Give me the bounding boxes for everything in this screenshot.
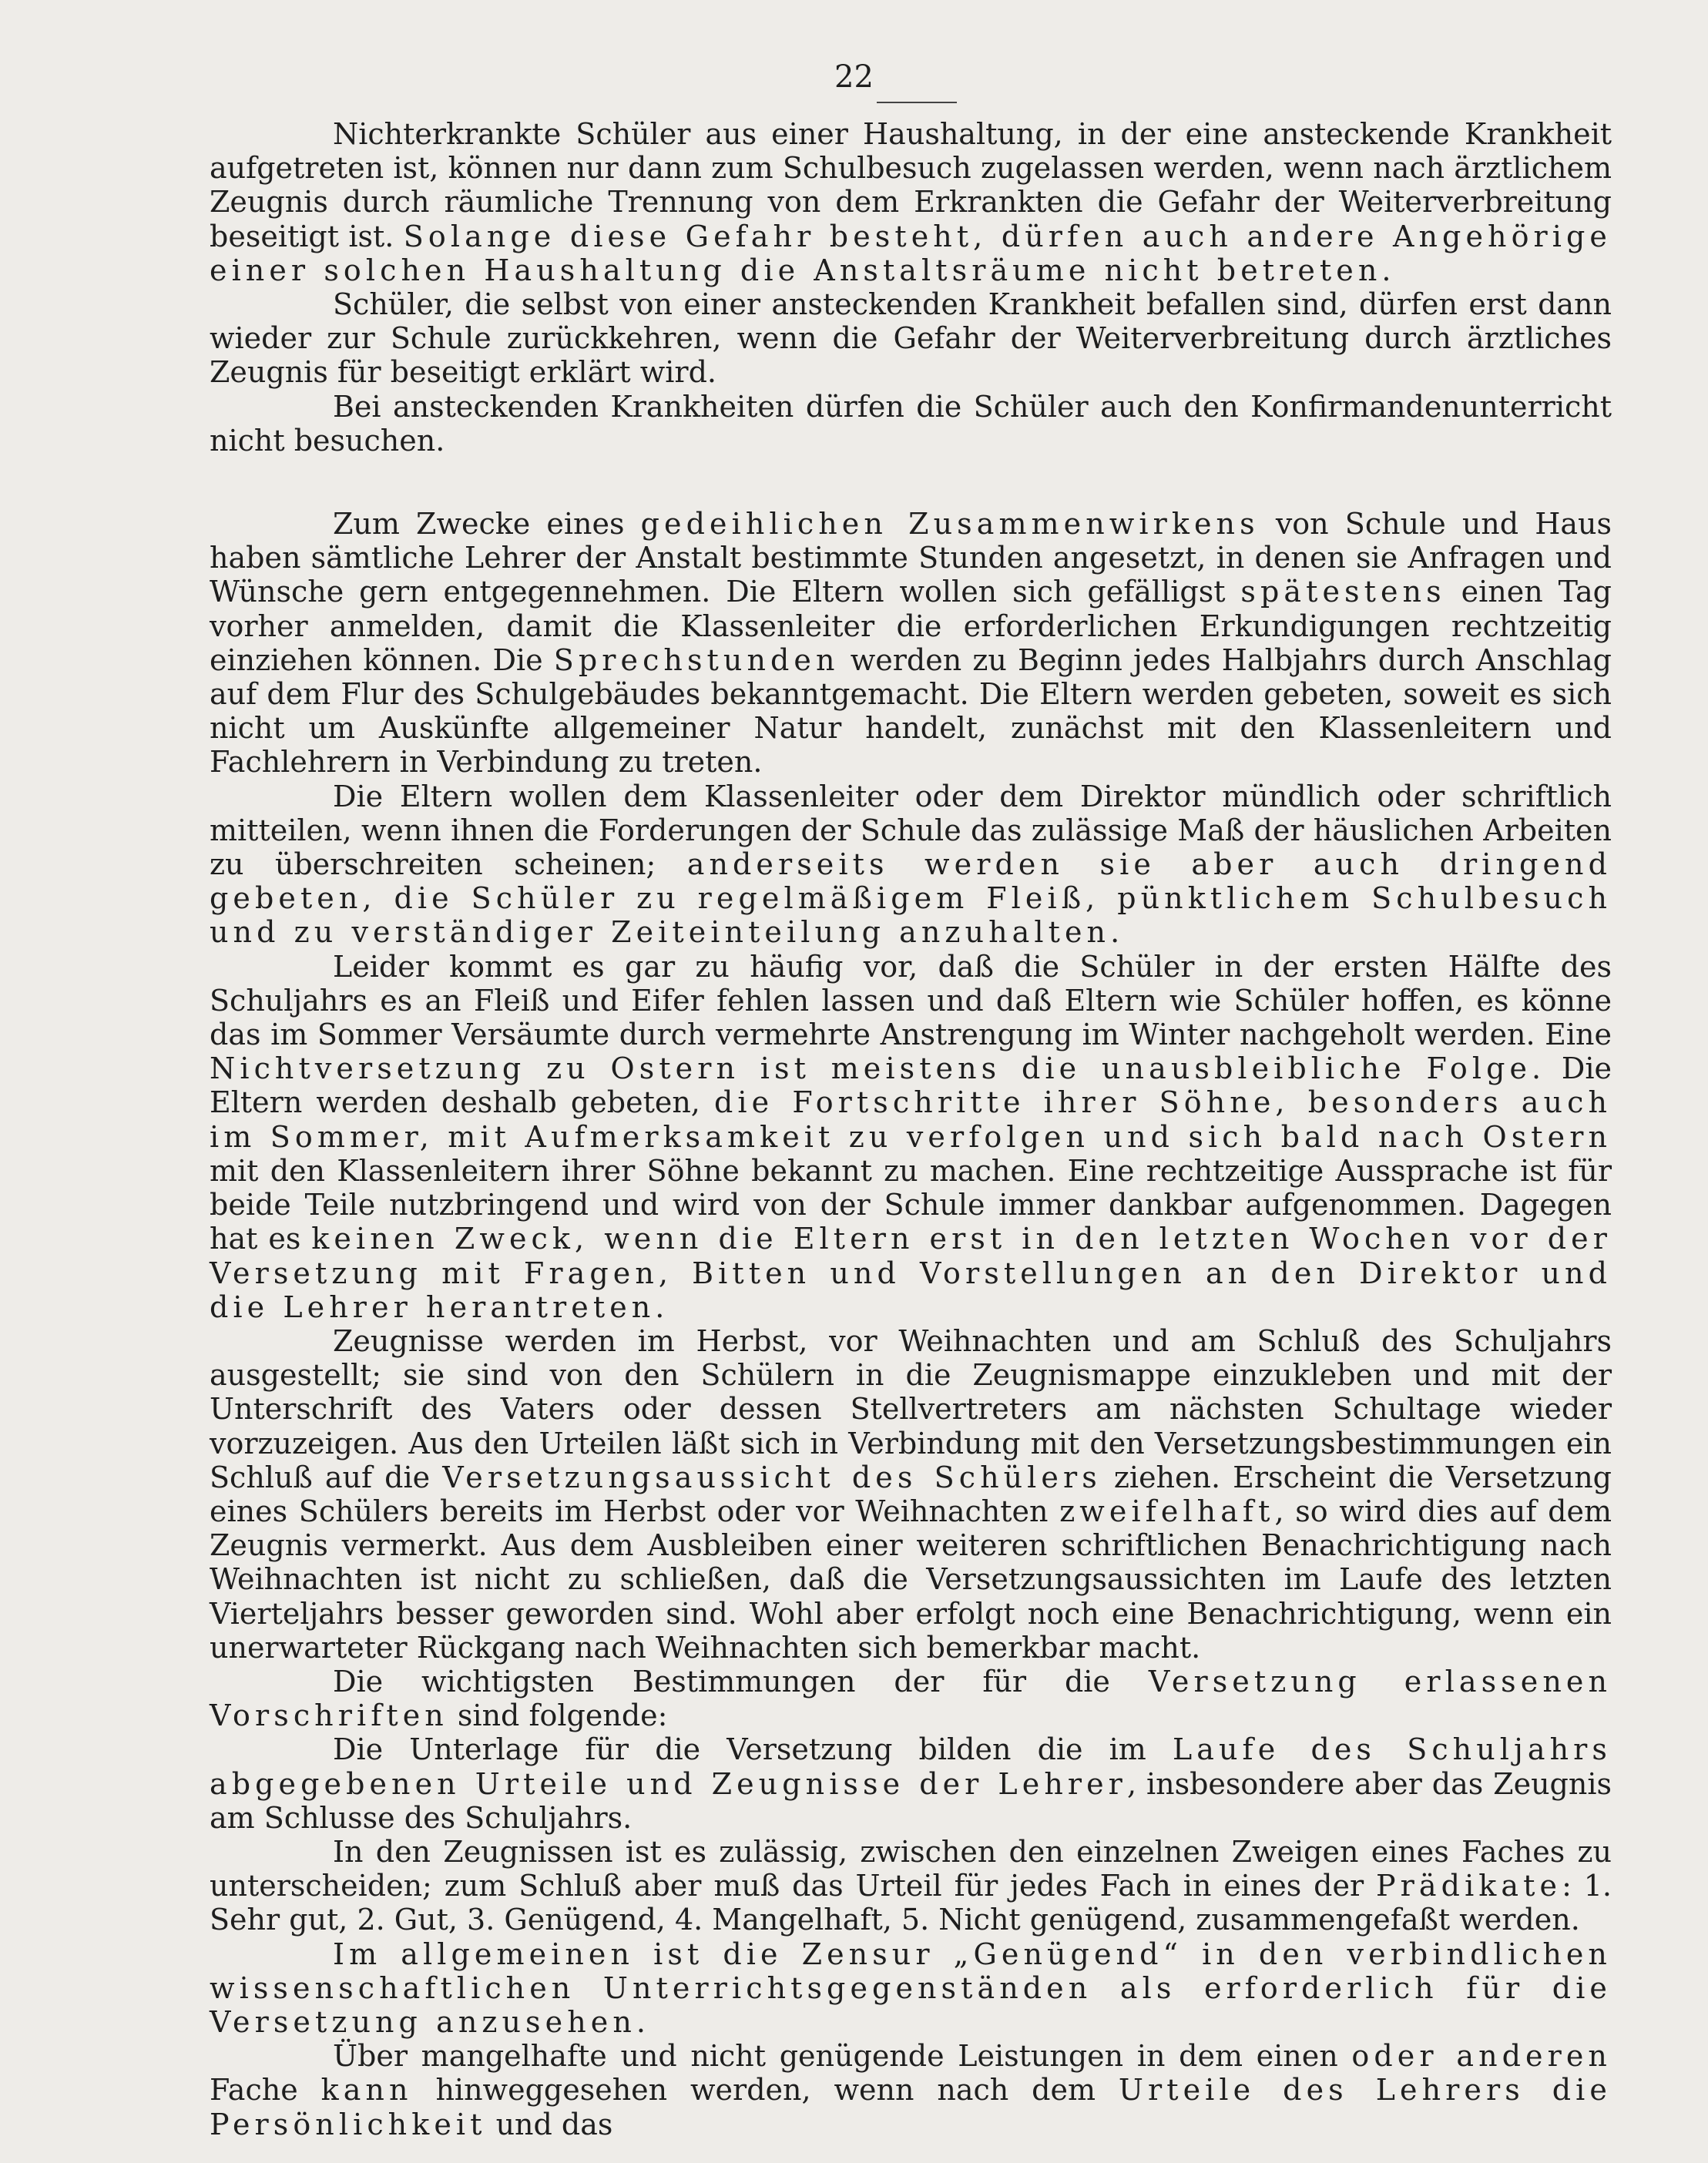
paragraph <box>210 117 1612 287</box>
paragraph-text: ziehen. Erscheint die Versetzung eines Schülers bereits im Herbst oder vor Weihnachten <box>210 1460 1612 1528</box>
paragraph <box>210 1665 1612 1732</box>
paragraph-text: von Schule und Haus haben sämtliche Lehrer der Anstalt bestimmte Stunden angesetzt, in denen sie Anfragen und Wünsche gern entgegennehmen. Die Eltern wollen sich gefälligst <box>210 507 1612 609</box>
paragraph <box>210 2039 1612 2141</box>
body-text <box>210 117 1612 2141</box>
spaced-emphasis-text: die Fortschritte ihrer Söhne, besonders auch im Sommer, mit Aufmerksamkeit zu verfolgen und sich bald nach Ostern <box>210 1085 1612 1154</box>
spaced-emphasis-text: kann <box>320 2073 413 2108</box>
paragraph-text: Nichterkrankte Schüler aus einer Haushaltung, in der eine ansteckende Krankheit aufgetreten ist, können nur dann zum Schulbesuch zugelassen werden, wenn nach ärztlichem Zeugnis durch räumliche Trennung von dem Erkrankten die Gefahr der Weiterverbreitung beseitigt ist. <box>210 117 1612 253</box>
paragraph <box>210 780 1612 950</box>
paragraph <box>210 390 1612 458</box>
paragraph-text: Schüler, die selbst von einer ansteckenden Krankheit befallen sind, dürfen erst dann wieder zur Schule zurückkehren, wenn die Gefahr der Weiterverbreitung durch ärztliches Zeugnis für beseitigt erklärt wird. <box>210 287 1612 390</box>
paragraph <box>210 1324 1612 1665</box>
paragraph-text: Über mangelhafte und nicht genügende Leistungen in dem einen <box>333 2039 1352 2074</box>
paragraph-text: : 1. Sehr gut, 2. Gut, 3. Genügend, 4. Mangelhaft, 5. Nicht genügend, zusammengefaßt werden. <box>210 1869 1612 1937</box>
paragraph <box>210 287 1612 390</box>
paragraph-text: Leider kommt es gar zu häufig vor, daß die Schüler in der ersten Hälfte des Schuljahrs es an Fleiß und Eifer fehlen lassen und daß Eltern wie Schüler hoffen, es könne das im Sommer Versäumte durch vermehrte Anstrengung im Winter nachgeholt werden. Eine <box>210 949 1612 1052</box>
spaced-emphasis-text: Nichtversetzung zu Ostern ist meistens die unausbleibliche Folge. <box>210 1051 1546 1086</box>
paragraph <box>210 507 1612 780</box>
paragraph-text: Die Eltern werden deshalb gebeten, <box>210 1051 1612 1120</box>
paragraph-text: , insbesondere aber das Zeugnis am Schlusse des Schuljahrs. <box>210 1766 1612 1835</box>
paragraph-text: hinweggesehen werden, wenn nach dem <box>412 2073 1119 2108</box>
paragraph-text: Fache <box>210 2073 321 2108</box>
paragraph-text: mit den Klassenleitern ihrer Söhne bekannt zu machen. Eine rechtzeitige Aussprache ist für beide Teile nutzbringend und wird von der Schule immer dankbar aufgenommen. Dagegen hat es <box>210 1153 1612 1256</box>
spaced-emphasis-text: spätestens <box>1240 575 1446 609</box>
paragraph-text: Bei ansteckenden Krankheiten dürfen die Schüler auch den Konfirmandenunterricht nicht besuchen. <box>210 389 1612 458</box>
paragraph-text: einen Tag vorher anmelden, damit die Klassenleiter die erforderlichen Erkundigungen rechtzeitig einziehen können. Die <box>210 575 1612 677</box>
spaced-emphasis-text: zweifelhaft <box>1059 1494 1275 1528</box>
spaced-emphasis-text: keinen Zweck, wenn die Eltern erst in den letzten Wochen vor der Versetzung mit Fragen, Bitten und Vorstellungen an den Direktor und die Lehrer herantreten. <box>210 1222 1612 1324</box>
paragraph-text: und das <box>486 2107 613 2141</box>
paragraph <box>210 1937 1612 2040</box>
paragraph-text: In den Zeugnissen ist es zulässig, zwischen den einzelnen Zweigen eines Faches zu unterscheiden; zum Schluß aber muß das Urteil für jedes Fach in eines der <box>210 1834 1612 1903</box>
paragraph <box>210 1835 1612 1937</box>
paragraph-text: werden zu Beginn jedes Halbjahrs durch Anschlag auf dem Flur des Schulgebäudes bekanntgemacht. Die Eltern werden gebeten, soweit es sich nicht um Auskünfte allgemeiner Natur handelt, zunächst mit den Klassenleitern und Fachlehrern in Verbindung zu treten. <box>210 642 1612 780</box>
paragraph <box>210 1732 1612 1835</box>
spaced-emphasis-text: Prädikate <box>1376 1869 1562 1903</box>
spaced-emphasis-text: Im allgemeinen ist die Zensur „Genügend“ in den verbindlichen wissenschaftlichen Unterrichtsgegenständen als erforderlich für die Versetzung anzusehen. <box>210 1937 1612 2039</box>
spaced-emphasis-text: anderseits werden sie aber auch dringend gebeten, die Schüler zu regelmäßigem Fleiß, pünktlichem Schulbesuch und zu verständiger Zeiteinteilung anzuhalten. <box>210 847 1612 950</box>
spaced-emphasis-text: oder anderen <box>1351 2039 1612 2074</box>
spaced-emphasis-text: Laufe des Schuljahrs abgegebenen Urteile und Zeugnisse der Lehrer <box>210 1732 1612 1801</box>
paragraph-text: sind folgende: <box>448 1699 668 1733</box>
spaced-emphasis-text: Versetzungsaussicht des Schülers <box>442 1460 1102 1494</box>
spaced-emphasis-text: Sprechstunden <box>553 642 840 677</box>
spaced-emphasis-text: Versetzung erlassenen Vorschriften <box>210 1664 1612 1733</box>
spaced-emphasis-text: Solange diese Gefahr besteht, dürfen auch andere Angehörige einer solchen Haushaltung die Anstaltsräume nicht betreten. <box>210 219 1612 287</box>
paragraph-text: Zeugnisse werden im Herbst, vor Weihnachten und am Schluß des Schuljahrs ausgestellt; sie sind von den Schülern in die Zeugnismappe einzukleben und mit der Unterschrift des Vaters oder dessen Stellvertreters am nächsten Schultage wieder vorzuzeigen. Aus den Urteilen läßt sich in Verbindung mit den Versetzungsbestimmungen ein Schluß auf die <box>210 1323 1612 1494</box>
paragraph <box>210 950 1612 1324</box>
spaced-emphasis-text: gedeihlichen Zusammenwirkens <box>640 507 1260 542</box>
paragraph-text: Die wichtigsten Bestimmungen der für die <box>333 1664 1149 1699</box>
page-number: 22 <box>834 59 874 95</box>
page-number-rule <box>877 102 957 103</box>
paragraph-text: Die Eltern wollen dem Klassenleiter oder dem Direktor mündlich oder schriftlich mitteilen, wenn ihnen die Forderungen der Schule das zulässige Maß der häuslichen Arbeiten zu überschreiten scheinen; <box>210 779 1612 882</box>
spaced-emphasis-text: Urteile des Lehrers die Persönlichkeit <box>210 2073 1612 2141</box>
paragraph-text: , so wird dies auf dem Zeugnis vermerkt. Aus dem Ausbleiben einer weiteren schriftlichen Benachrichtigung nach Weihnachten ist nicht zu schließen, daß die Versetzungsaussichten im Laufe des letzten Vierteljahrs besser geworden sind. Wohl aber erfolgt noch eine Benachrichtigung, wenn ein unerwarteter Rückgang nach Weihnachten sich bemerkbar macht. <box>210 1494 1612 1665</box>
paragraph-text: Zum Zwecke eines <box>333 507 641 542</box>
paragraph-text: Die Unterlage für die Versetzung bilden die im <box>333 1732 1173 1767</box>
